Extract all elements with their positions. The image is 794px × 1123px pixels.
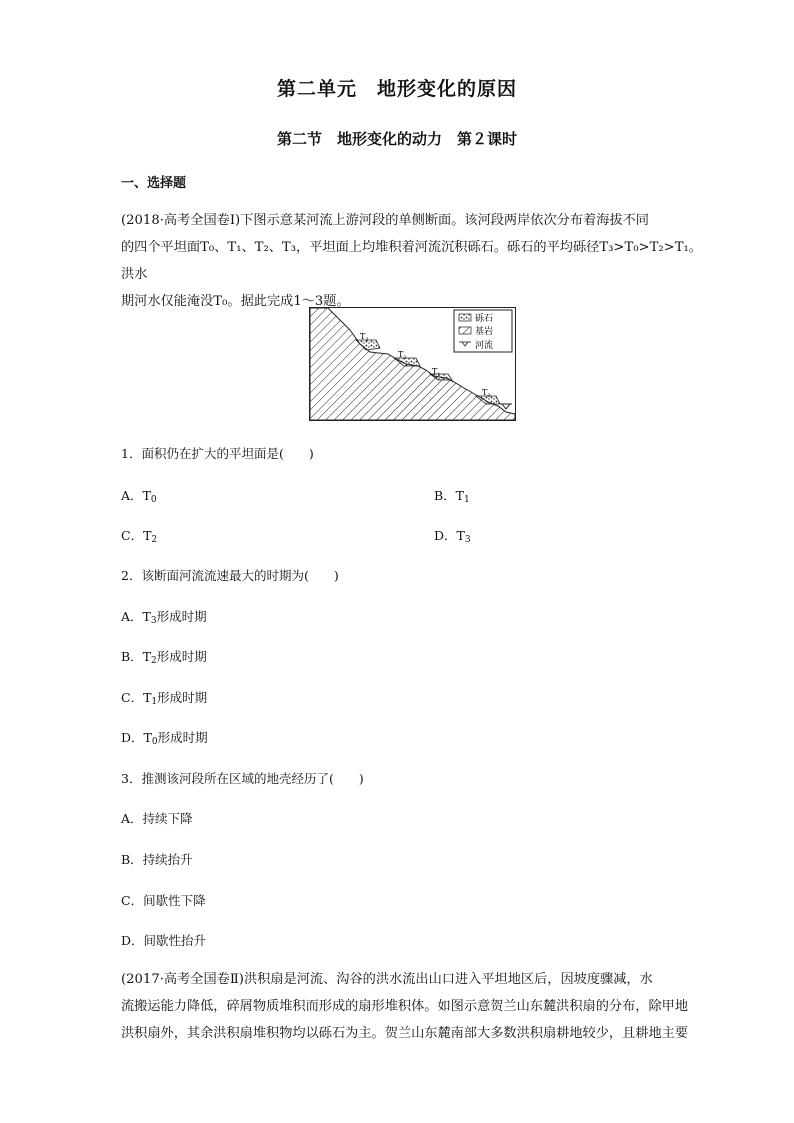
page-subtitle: 第二节 地形变化的动力 第２课时	[276, 130, 517, 148]
q1-option-a: A．$T_0$	[121, 488, 157, 505]
legend-bedrock-label: 基岩	[475, 327, 494, 337]
q1-option-b: B．$T_1$	[434, 488, 470, 505]
q3-option-c: C．间歇性下降	[121, 893, 206, 908]
page-title: 第二单元 地形变化的原因	[276, 78, 517, 100]
intro1-line2: 的四个平坦面T₀、T₁、T₂、T₃，平坦面上均堆积着河流沉积砾石。砾石的平均砾径T₃>T₀>T₂>T₁。洪水	[121, 240, 702, 282]
q3-option-b: B．持续抬升	[121, 852, 193, 867]
q2-stem: 2．该断面河流流速最大的时期为( )	[121, 568, 339, 583]
intro-paragraph-2	[121, 966, 711, 1047]
intro2-line3: 洪积扇外，其余洪积扇堆积物均以砾石为主。贺兰山东麓南部大多数洪积扇耕地较少，且耕地主要	[121, 1026, 689, 1041]
q2-option-b: B．$T_2$形成时期	[121, 649, 207, 666]
q3-stem: 3．推测该河段所在区域的地壳经历了( )	[121, 771, 364, 786]
intro2-line2: 流搬运能力降低，碎屑物质堆积而形成的扇形堆积体。如图示意贺兰山东麓洪积扇的分布，除甲地	[121, 999, 689, 1014]
q1-option-c: C．$T_2$	[121, 528, 158, 545]
section-heading: 一、选择题	[121, 176, 187, 191]
q1-option-d: D．$T_3$	[434, 528, 471, 545]
cross-section-diagram	[310, 308, 515, 420]
q2-option-a: A．$T_3$形成时期	[121, 609, 207, 626]
intro1-line3: 期河水仅能淹没T₀。据此完成1～3题。	[121, 294, 350, 309]
legend-gravel-swatch	[459, 314, 471, 321]
q1-stem: 1．面积仍在扩大的平坦面是( )	[121, 446, 314, 461]
river-cross-section-figure	[309, 307, 516, 421]
legend-bedrock-swatch	[459, 327, 471, 334]
intro-paragraph-1	[121, 207, 711, 315]
intro1-line1: (2018·高考全国卷Ⅰ)下图示意某河流上游河段的单侧断面。该河段两岸依次分布着海拔不同	[121, 213, 649, 228]
label-t2: $T_2$	[398, 350, 407, 361]
label-t3: $T_3$	[360, 332, 369, 343]
legend-river-label: 河流	[475, 341, 494, 351]
intro2-line1: (2017·高考全国卷Ⅱ)洪积扇是河流、沟谷的洪水流出山口进入平坦地区后，因坡度骤减，水	[121, 972, 653, 987]
q2-option-d: D．$T_0$形成时期	[121, 730, 208, 747]
label-t1: $T_1$	[432, 367, 441, 378]
legend-gravel-label: 砾石	[475, 314, 494, 324]
q2-option-c: C．$T_1$形成时期	[121, 690, 208, 707]
q3-option-d: D．间歇性抬升	[121, 933, 207, 948]
q3-option-a: A．持续下降	[121, 811, 193, 826]
label-t0: $T_0$	[482, 388, 491, 399]
